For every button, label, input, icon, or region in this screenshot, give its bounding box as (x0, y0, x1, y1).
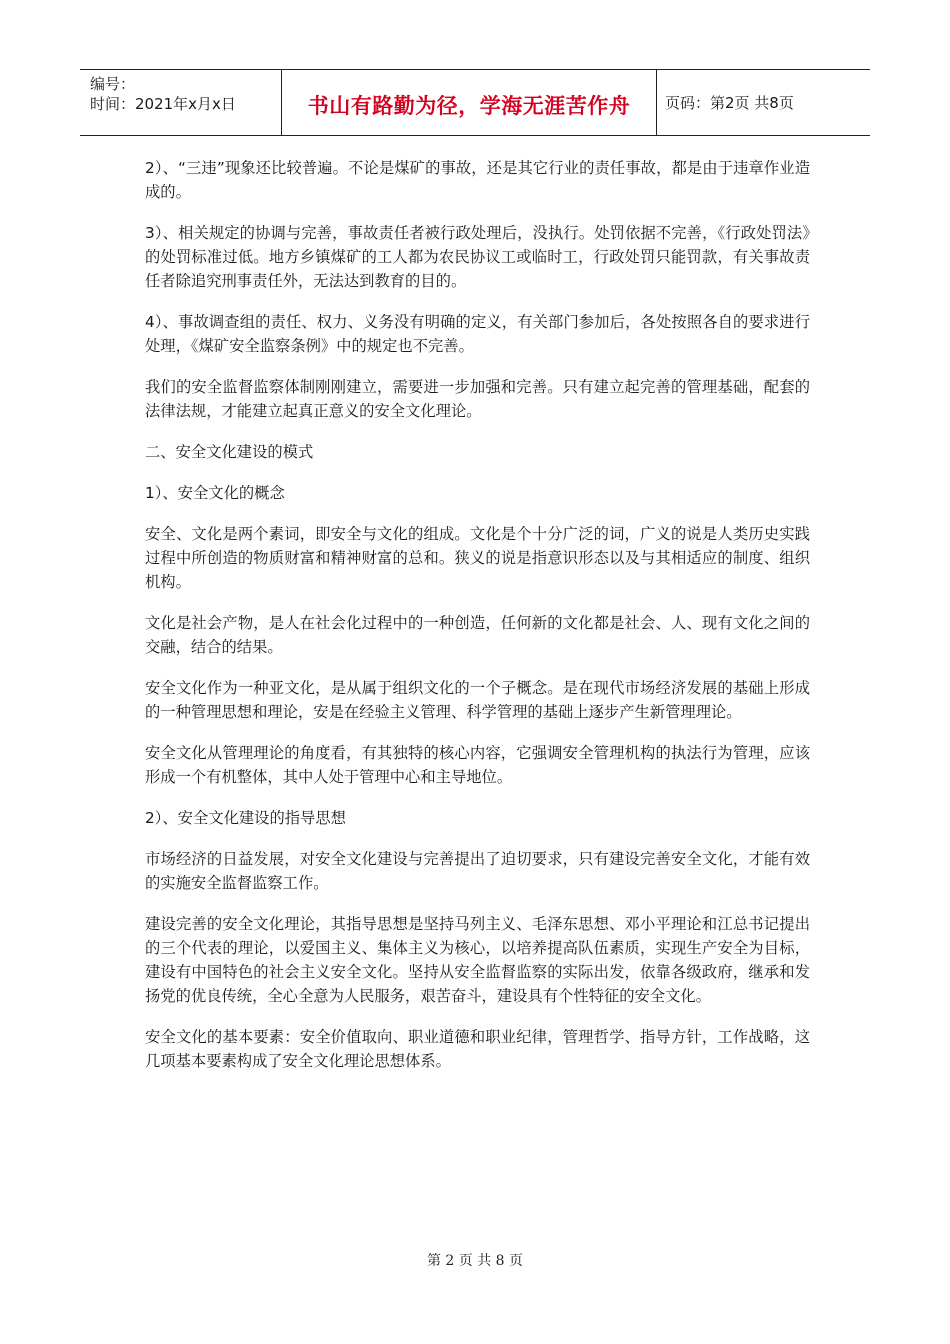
header-meta (80, 70, 282, 135)
header-page-cell (657, 70, 870, 135)
paragraph: 安全、文化是两个素词，即安全与文化的组成。文化是个十分广泛的词，广义的说是人类历史实践过程中所创造的物质财富和精神财富的总和。狭义的说是指意识形态以及与其相适应的制度、组织机构。 (145, 525, 810, 591)
paragraph: 2）、“三违”现象还比较普遍。不论是煤矿的事故，还是其它行业的责任事故，都是由于违章作业造成的。 (145, 159, 810, 201)
page-header (80, 69, 870, 136)
paragraph: 安全文化的基本要素：安全价值取向、职业道德和职业纪律，管理哲学、指导方针，工作战略，这几项基本要素构成了安全文化理论思想体系。 (145, 1028, 810, 1070)
page-footer: 第 2 页 共 8 页 (426, 1253, 524, 1269)
paragraph: 建设完善的安全文化理论，其指导思想是坚持马列主义、毛泽东思想、邓小平理论和江总书记提出的三个代表的理论，以爱国主义、集体主义为核心，以培养提高队伍素质，实现生产安全为目标，建设有中国特色的社会主义安全文化。坚持从安全监督监察的实际出发，依靠各级政府，继承和发扬党的优良传统，全心全意为人民服务，艰苦奋斗，建设具有个性特征的安全文化。 (145, 915, 810, 1005)
header-motto: 书山有路勤为径，学海无涯苦作舟 (307, 93, 631, 118)
header-page-info: 页码：第2页 共8页 (665, 94, 794, 112)
subsection-heading: 2）、安全文化建设的指导思想 (145, 809, 346, 827)
paragraph: 我们的安全监督监察体制刚刚建立，需要进一步加强和完善。只有建立起完善的管理基础，配套的法律法规，才能建立起真正意义的安全文化理论。 (145, 378, 810, 420)
subsection-heading: 1）、安全文化的概念 (145, 484, 285, 502)
document-time-label: 时间：2021年x月x日 (90, 95, 236, 113)
paragraph: 3）、相关规定的协调与完善，事故责任者被行政处理后，没执行。处罚依据不完善，《行政处罚法》的处罚标准过低。地方乡镇煤矿的工人都为农民协议工或临时工，行政处罚只能罚款，有关事故责任者除追究刑事责任外，无法达到教育的目的。 (145, 224, 810, 290)
document-number-label: 编号： (90, 75, 136, 93)
section-heading: 二、安全文化建设的模式 (145, 443, 314, 461)
paragraph: 4）、事故调查组的责任、权力、义务没有明确的定义，有关部门参加后，各处按照各自的要求进行处理，《煤矿安全监察条例》中的规定也不完善。 (145, 313, 810, 355)
paragraph: 文化是社会产物，是人在社会化过程中的一种创造，任何新的文化都是社会、人、现有文化之间的交融，结合的结果。 (145, 614, 810, 656)
paragraph: 安全文化作为一种亚文化，是从属于组织文化的一个子概念。是在现代市场经济发展的基础上形成的一种管理思想和理论，安是在经验主义管理、科学管理的基础上逐步产生新管理理论。 (145, 679, 810, 721)
document-body (145, 156, 810, 1090)
paragraph: 安全文化从管理理论的角度看，有其独特的核心内容，它强调安全管理机构的执法行为管理，应该形成一个有机整体，其中人处于管理中心和主导地位。 (145, 744, 810, 786)
header-motto-cell (282, 70, 657, 135)
paragraph: 市场经济的日益发展，对安全文化建设与完善提出了迫切要求，只有建设完善安全文化，才能有效的实施安全监督监察工作。 (145, 850, 810, 892)
